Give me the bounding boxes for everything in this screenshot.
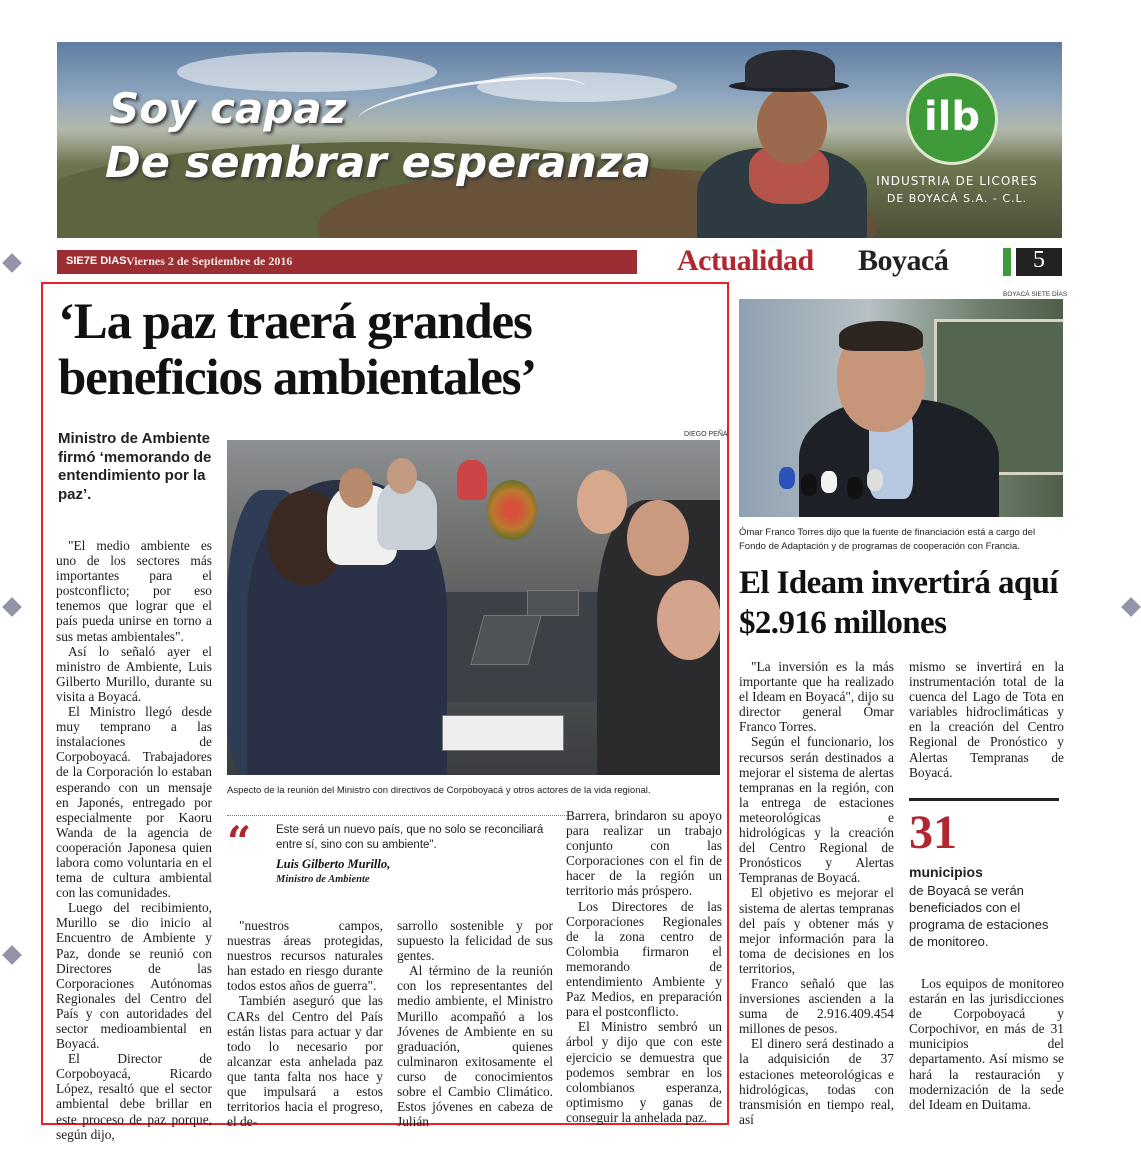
section-title-part2: Boyacá bbox=[858, 244, 949, 277]
publication-name: SIE7E DIAS bbox=[66, 255, 127, 267]
advertisement-banner bbox=[57, 42, 1062, 238]
paragraph: Al término de la reunión con los representantes del medio ambiente, el Ministro Murillo acompañó a los Jóvenes de Ambiente en su graduación, quienes culminaron exitosamente el curso de conocimientos sobre el Cambio Climático. Estos jóvenes en cabeza de Julián bbox=[397, 963, 553, 1130]
scan-marker-icon bbox=[1121, 597, 1141, 617]
scan-marker-icon bbox=[2, 597, 22, 617]
stat-number: 31 bbox=[909, 806, 957, 859]
pull-quote-author: Luis Gilberto Murillo, bbox=[276, 857, 391, 871]
pull-quote-role: Ministro de Ambiente bbox=[276, 874, 370, 885]
meeting-photo bbox=[227, 440, 720, 775]
paragraph: También aseguró que las CARs del Centro del País están listas para actuar y dar todo lo necesario por alcanzar esta anhelada paz que tanta falta nos hace y que impulsará a estos territorios hacia el progreso, el de- bbox=[227, 993, 383, 1130]
paragraph: Los Directores de las Corporaciones Regionales de la zona centro de Colombia firmaron el memorando de entendimiento Ambiente y Paz Medios, en preparación para el postconflicto. bbox=[566, 898, 722, 1020]
paragraph: El Director de Corpoboyacá, Ricardo López, resaltó que el sector ambiental debe brillar en este proceso de paz porque, según dijo, bbox=[56, 1051, 212, 1142]
photo-caption: Ómar Franco Torres dijo que la fuente de financiación está a cargo del Fondo de Adaptación y de programas de cooperación con Francia. bbox=[739, 527, 1036, 552]
article-headline: ‘La paz traerá grandes beneficios ambientales’ bbox=[58, 294, 537, 406]
paragraph: "El medio ambiente es uno de los sectores más importantes para el postconflicto; por eso tenemos que lograr que el país pueda unirse en torno a sus metas ambientales". bbox=[56, 538, 212, 644]
stat-rule bbox=[909, 798, 1059, 801]
photo-caption: Aspecto de la reunión del Ministro con directivos de Corpoboyacá y otros actores de la vida regional. bbox=[227, 785, 651, 796]
paragraph: Luego del recibimiento, Murillo se dio inicio al Encuentro de Ambiente y Paz, donde se reunió con Directores de las Corporaciones Autónomas Regionales del Centro del País y con autoridades del sector medioambiental en Boyacá. bbox=[56, 900, 212, 1052]
logo-text-line1: INDUSTRIA DE LICORES bbox=[876, 174, 1038, 188]
pull-quote-rule bbox=[227, 815, 567, 817]
paragraph: "La inversión es la más importante que ha realizado el Ideam en Boyacá", dijo su director general Ómar Franco Torres. bbox=[739, 659, 894, 735]
press-conference-photo bbox=[739, 299, 1063, 517]
stat-description: de Boyacá se verán beneficiados con el programa de estaciones de monitoreo. bbox=[909, 883, 1049, 949]
section-accent-bar bbox=[1003, 248, 1011, 276]
paragraph: Barrera, brindaron su apoyo para realizar un trabajo conjunto con las Corporaciones con el fin de hacer de la región un territorio más próspero. bbox=[566, 808, 722, 899]
banner-slogan-line2: De sembrar esperanza bbox=[105, 138, 652, 188]
page-number: 5 bbox=[1033, 247, 1045, 273]
paragraph: El dinero será destinado a la adquisición de 37 estaciones meteorológicas e hidrológicas, todas con transmisión en tiempo real, así bbox=[739, 1036, 894, 1127]
paragraph: Los equipos de monitoreo estarán en las jurisdicciones de Corpoboyacá y Corpochivor, en más de 31 municipios del departamento. Así mismo se hará la restauración y modernización de la sede del Ideam en Duitama. bbox=[909, 976, 1064, 1112]
paragraph: mismo se invertirá en la instrumentación total de la cuenca del Lago de Tota en variables hidroclimáticas y en la creación del Centro Regional de Pronóstico y Alertas Tempranas de Boyacá. bbox=[909, 659, 1064, 780]
logo-mark: ilb bbox=[923, 94, 981, 140]
scan-marker-icon bbox=[2, 253, 22, 273]
banner-child-photo bbox=[657, 50, 887, 238]
scan-marker-icon bbox=[2, 945, 22, 965]
photo-credit: BOYACÁ SIETE DÍAS bbox=[1003, 291, 1068, 298]
paragraph: Así lo señaló ayer el ministro de Ambiente, Luis Gilberto Murillo, durante su visita a Boyacá. bbox=[56, 643, 212, 704]
article-deck: Ministro de Ambiente firmó ‘memorando de entendimiento por la paz’. bbox=[58, 430, 212, 503]
side-column-2 bbox=[909, 659, 1064, 780]
paragraph: El Ministro sembró un árbol y dijo que con este ejercicio se demuestra que podemos sembrar en los colombianos esperanza, optimismo y ganas de conseguir la anhelada paz. bbox=[566, 1019, 722, 1125]
article-column-2 bbox=[227, 918, 383, 1129]
quote-mark-icon: “ bbox=[227, 817, 252, 866]
article-column-1 bbox=[56, 538, 212, 1142]
section-title-part1: Actualidad bbox=[677, 244, 814, 277]
issue-date: Viernes 2 de Septiembre de 2016 bbox=[126, 254, 293, 268]
stat-label: municipios bbox=[909, 864, 983, 880]
photo-credit: DIEGO PEÑA bbox=[684, 431, 728, 438]
paragraph: Franco señaló que las inversiones ascienden a la suma de 2.916.409.454 millones de pesos. bbox=[739, 975, 894, 1037]
paragraph: Según el funcionario, los recursos serán destinados a mejorar el sistema de alertas tempranas en la región, con la entrega de estaciones meteorológicas e hidrológicas y la creación del Centro Regional de Pronósticos y Alertas Tempranas de Boyacá. bbox=[739, 734, 894, 886]
paragraph: sarrollo sostenible y por supuesto la felicidad de sus gentes. bbox=[397, 918, 553, 964]
pull-quote-text: Este será un nuevo país, que no solo se reconciliará entre sí, sino con su ambiente". bbox=[276, 824, 544, 851]
article-column-3 bbox=[397, 918, 553, 1129]
side-column-3 bbox=[909, 976, 1064, 1112]
paragraph: "nuestros campos, nuestras áreas protegidas, nuestros recursos naturales han estado en riesgo durante todos estos años de guerra". bbox=[227, 918, 383, 994]
banner-slogan-line1: Soy capaz bbox=[109, 84, 347, 133]
article-column-4 bbox=[566, 808, 722, 1125]
side-column-1 bbox=[739, 659, 894, 1127]
paragraph: El objetivo es mejorar el sistema de alertas tempranas del país y obtener más y mejor información para la toma de decisiones en los territorios, bbox=[739, 885, 894, 976]
side-article-headline: El Ideam invertirá aquí $2.916 millones bbox=[739, 565, 1058, 641]
logo-text-line2: DE BOYACÁ S.A. - C.L. bbox=[886, 192, 1028, 205]
paragraph: El Ministro llegó desde muy temprano a las instalaciones de Corpoboyacá. Trabajadores de la Corporación lo estaban esperando con un mensaje en Japonés, entregado por especialmente por Kaoru Wanda de la agencia de cooperación Japonesa quien labora como voluntaria en el tema de cultura ambiental con las comunidades. bbox=[56, 704, 212, 901]
